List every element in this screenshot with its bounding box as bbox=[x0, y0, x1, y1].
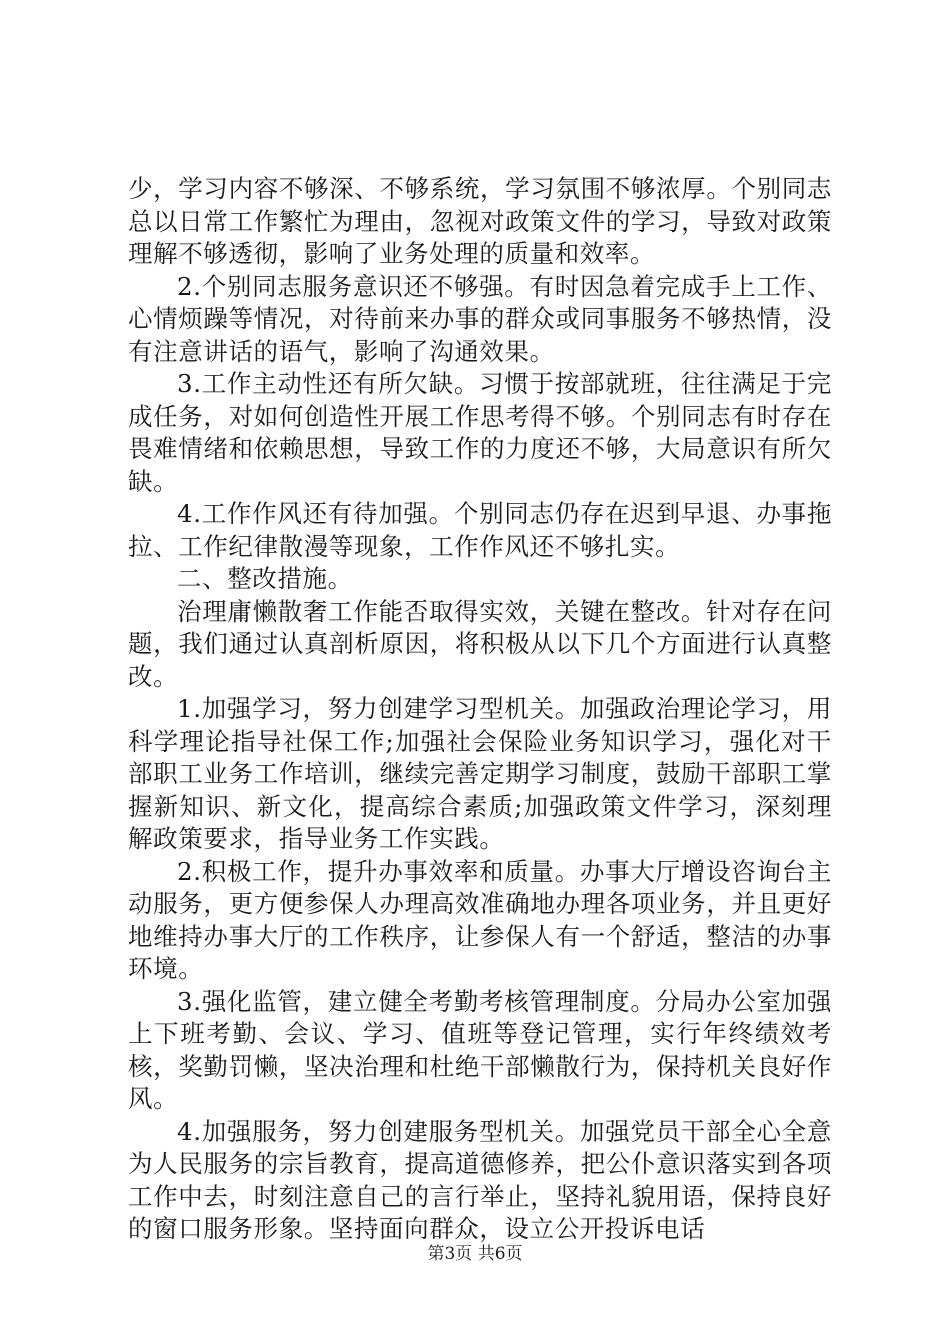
paragraph-2: 3.工作主动性还有所欠缺。习惯于按部就班，往往满足于完成任务，对如何创造性开展工作思考得不够。个别同志有时存在畏难情绪和依赖思想，导致工作的力度还不够，大局意识有所欠缺。 bbox=[128, 369, 832, 496]
section-heading: 二、整改措施。 bbox=[177, 564, 353, 593]
page-footer: 第3页 共6页 bbox=[427, 1244, 523, 1264]
paragraph-7: 2.积极工作，提升办事效率和质量。办事大厅增设咨询台主动服务，更方便参保人办理高效准确地办理各项业务，并且更好地维持办事大厅的工作秩序，让参保人有一个舒适，整洁的办事环境。 bbox=[128, 856, 832, 983]
paragraph-3: 4.工作作风还有待加强。个别同志仍存在迟到早退、办事拖拉、工作纪律散漫等现象，工作作风还不够扎实。 bbox=[128, 499, 832, 561]
paragraph-0: 少，学习内容不够深、不够系统，学习氛围不够浓厚。个别同志总以日常工作繁忙为理由，忽视对政策文件的学习，导致对政策理解不够透彻，影响了业务处理的质量和效率。 bbox=[128, 174, 832, 268]
paragraph-9: 4.加强服务，努力创建服务型机关。加强党员干部全心全意为人民服务的宗旨教育，提高道德修养，把公仆意识落实到各项工作中去，时刻注意自己的言行举止，坚持礼貌用语，保持良好的窗口服务形象。坚持面向群众，设立公开投诉电话 bbox=[128, 1116, 832, 1243]
paragraph-6: 1.加强学习，努力创建学习型机关。加强政治理论学习，用科学理论指导社保工作;加强社会保险业务知识学习，强化对干部职工业务工作培训，继续完善定期学习制度，鼓励干部职工掌握新知识、新文化，提高综合素质;加强政策文件学习，深刻理解政策要求，指导业务工作实践。 bbox=[128, 694, 832, 853]
paragraph-1: 2.个别同志服务意识还不够强。有时因急着完成手上工作、心情烦躁等情况，对待前来办事的群众或同事服务不够热情，没有注意讲话的语气，影响了沟通效果。 bbox=[128, 271, 832, 366]
paragraph-5: 治理庸懒散奢工作能否取得实效，关键在整改。针对存在问题，我们通过认真剖析原因，将积极从以下几个方面进行认真整改。 bbox=[128, 596, 832, 691]
document-body bbox=[128, 173, 832, 1246]
paragraph-8: 3.强化监管，建立健全考勤考核管理制度。分局办公室加强上下班考勤、会议、学习、值班等登记管理，实行年终绩效考核，奖勤罚懒，坚决治理和杜绝干部懒散行为，保持机关良好作风。 bbox=[128, 986, 832, 1113]
